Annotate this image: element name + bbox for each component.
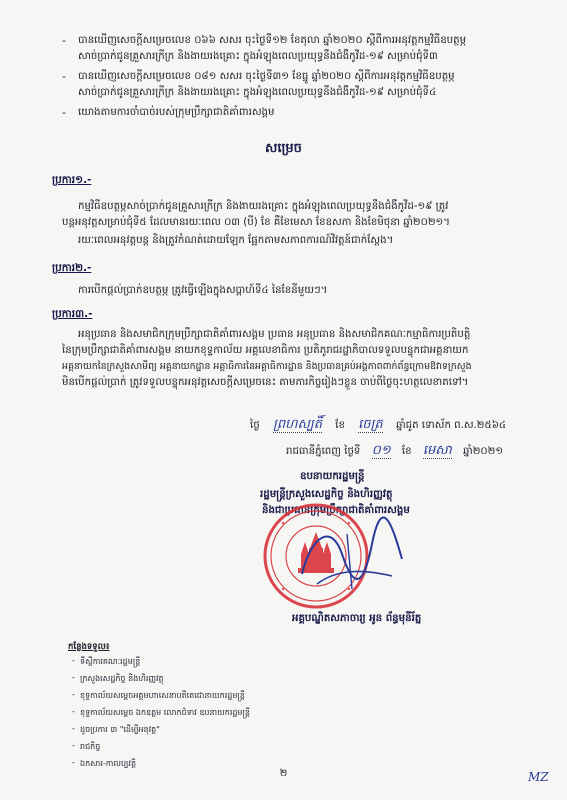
list-item: ខុទ្ទកាល័យសម្តេច ឯកឧត្តម លោកជំទាវ ឧបនាយករដ្ឋមន្ត្រី [80,708,250,717]
signer-name: អគ្គបណ្ឌិតសភាចារ្យ អូន ព័ន្ធមុនីរ័ត្ន [292,613,422,624]
date-month-label-2: ខែ [401,446,412,457]
bullet-dash: - [62,70,66,83]
list-item: ក្រសួងសេដ្ឋកិច្ច និងហិរញ្ញវត្ថុ [80,674,164,683]
preamble-item-1-cont: សាច់ប្រាក់ជូនគ្រួសារក្រីក្រ និងងាយរងគ្រោះ ក្នុងអំឡុងពេលប្រយុទ្ធនឹងជំងឺកូវីដ-១៩ សម្រាប់ជុំទី៣ [78,51,438,62]
list-item: ខុទ្ទកាល័យសម្តេចអគ្គមហាសេនាបតីតេជោនាយករដ្ឋមន្ត្រី [80,691,245,700]
preamble-item-1: បានឃើញសេចក្តីសម្រេចលេខ ០៦៦ សសរ ចុះថ្ងៃទី១២ ខែតុលា ឆ្នាំ២០២០ ស្តីពីការអនុវត្តកម្មវិធីឧបត្ថម្ភ [78,35,467,46]
list-item: រាជកិច្ច [80,742,101,751]
list-item: ឯកសារ-កាលប្បវត្តិ [80,759,137,768]
bullet-dash: - [62,34,66,47]
decision-heading: សម្រេច [265,141,302,156]
handwritten-signature [292,514,412,604]
article-3-line-2: នៃក្រុមប្រឹក្សាជាតិគាំពារសង្គម នាយកខុទ្ទកាល័យ អគ្គលេខាធិការ ប្រតិភូរាជរដ្ឋាភិបាលទទួលបន្ទុកជាអគ្គនាយក [62,345,469,356]
list-item: ទីស្តីការគណៈរដ្ឋមន្ត្រី [80,657,141,666]
article-1-line-1: កម្មវិធីឧបត្ថម្ភសាច់ប្រាក់ជូនគ្រួសារក្រីក្រ និងងាយរងគ្រោះ ក្នុងអំឡុងពេលប្រយុទ្ធនឹងជំងឺកូវីដ-១៩ ត្រូវ [78,201,449,212]
handwritten-day: ព្រហស្បតិ៍ [272,417,322,432]
recipients-heading: កន្លែងទទួល៖ [68,642,110,652]
preamble-item-3: យោងតាមការចាំបាច់របស់ក្រុមប្រឹក្សាជាតិគាំពារសង្គម [78,107,275,118]
lunar-year: ឆ្នាំជូត ទោស័ក ព.ស.២៥៦៤ [395,420,507,431]
article-3-line-4: មិនបើកផ្តល់ប្រាក់ ត្រូវទទួលបន្ទុកអនុវត្តសេចក្តីសម្រេចនេះ តាមភារកិច្ចរៀងៗខ្លួន ចាប់ពីថ្ងៃចុះហត្ថលេខាតទៅ។ [62,377,469,388]
article-1-line-2: បន្តអនុវត្តសម្រាប់ជុំទី៥ ដែលមានរយៈពេល ០៣ (បី) ខែ គឺខែមេសា ខែឧសភា និងខែមិថុនា ឆ្នាំ២០២១។ [62,217,450,228]
handwritten-month: ចេត្រ [358,417,383,432]
document-page: - បានឃើញសេចក្តីសម្រេចលេខ ០៦៦ សសរ ចុះថ្ងៃទី១២ ខែតុលា ឆ្នាំ២០២០ ស្តីពីការអនុវត្តកម្មវិធីឧបត្ថម្ភ សាច់ប្រាក់ជូនគ្រួសារក្រីក្រ និងងាយរងគ្រោះ ក្នុងអំឡុងពេលប្រយុទ្ធនឹងជំងឺកូវីដ-១៩ សម្រាប់ជុំទី៣ - បានឃើញសេចក្តីសម្រេចលេខ ០៨១ សសរ ចុះថ្ងៃទី៣១ ខែធ្នូ ឆ្នាំ២០២០ ស្តីពីការអនុវត្តកម្មវិធីឧបត្ថម្ភ សាច់ប្រាក់ជូនគ្រួសារក្រីក្រ និងងាយរងគ្រោះ ក្នុងអំឡុងពេលប្រយុទ្ធនឹងជំងឺកូវីដ-១៩ សម្រាប់ជុំទី៤ - យោងតាមការចាំបាច់របស់ក្រុមប្រឹក្សាជាតិគាំពារសង្គម សម្រេច ប្រការ១.- កម្មវិធីឧបត្ថម្ភសាច់ប្រាក់ជូនគ្រួសារក្រីក្រ និងងាយរងគ្រោះ ក្នុងអំឡុងពេលប្រយុទ្ធនឹងជំងឺកូវីដ-១៩ ត្រូវ បន្តអនុវត្តសម្រាប់ជុំទី៥ ដែលមានរយៈពេល ០៣ (បី) ខែ គឺខែមេសា ខែឧសភា និងខែមិថុនា ឆ្នាំ២០២១។ រយៈពេលអនុវត្តបន្ត និងត្រូវកំណត់ដោយឡែក ផ្អែកតាមសភាពការណ៍វិវត្តន៍ជាក់ស្តែង។ ប្រការ២.- ការបើកផ្តល់ប្រាក់ឧបត្ថម្ភ ត្រូវធ្វើឡើងក្នុងសប្តាហ៍ទី៤ នៃខែនីមួយៗ។ ប្រការ៣.- អនុប្រធាន និងសមាជិកក្រុមប្រឹក្សាជាតិគាំពារសង្គម ប្រធាន អនុប្រធាន និងសមាជិកគណៈកម្មាធិការប្រតិបត្តិ នៃក្រុមប្រឹក្សាជាតិគាំពារសង្គម នាយកខុទ្ទកាល័យ អគ្គលេខាធិការ ប្រតិភូរាជរដ្ឋាភិបាលទទួលបន្ទុកជាអគ្គនាយក អគ្គនាយកនៃក្រសួងសាមីព្យ អគ្គនាយកដ្ឋាន អគ្គាធិការនៃអគ្គាធិការដ្ឋាន និងប្រធានគ្រប់អង្គភាពពាក់ព័ន្ធក្រោមឱវាទក្រសួង មិនបើកផ្តល់ប្រាក់ ត្រូវទទួលបន្ទុកអនុវត្តសេចក្តីសម្រេចនេះ តាមភារកិច្ចរៀងៗខ្លួន ចាប់ពីថ្ងៃចុះហត្ថលេខាតទៅ។ ថ្ងៃ ព្រហស្បតិ៍ ខែ ចេត្រ ឆ្នាំជូត ទោស័ក ព.ស.២៥៦៤ រាជធានីភ្នំពេញ ថ្ងៃទី ០១ ខែ មេសា ឆ្នាំ២០២១ ឧបនាយករដ្ឋមន្ត្រី រដ្ឋមន្ត្រីក្រសួងសេដ្ឋកិច្ច និងហិរញ្ញវត្ថុ និងជាប្រធានក្រុមប្រឹក្សាជាតិគាំពារសង្គម អគ្គបណ្ឌិតសភាចារ្យ អូន ព័ន្ធមុនីរ័ត្ន កន្លែងទទួល៖ - ទីស្តីការគណៈរដ្ឋមន្ត្រី - ក្រសួងសេដ្ឋកិច្ច និងហិរញ្ញវត្ថុ - ខុទ្ទកាល័យសម្តេចអគ្គមហាសេនាបតីតេជោនាយករដ្ឋមន្ត្រី - ខុទ្ទកាល័យសម្តេច ឯកឧត្តម លោកជំទាវ ឧបនាយករដ្ឋមន្ត្រី - ដូចប្រការ ៣ "ដើម្បីអនុវត្ត" - រាជកិច្ច - ឯកសារ-កាលប្បវត្តិ ២ MZ [0,0,567,800]
date-day-label: ថ្ងៃ [250,420,260,431]
article-3-line-1: អនុប្រធាន និងសមាជិកក្រុមប្រឹក្សាជាតិគាំពារសង្គម ប្រធាន អនុប្រធាន និងសមាជិកគណៈកម្មាធិការប្រតិបត្តិ [78,329,471,340]
signer-title-2: រដ្ឋមន្ត្រីក្រសួងសេដ្ឋកិច្ច និងហិរញ្ញវត្ថុ [260,489,393,500]
page-number: ២ [279,768,288,779]
article-2-label: ប្រការ២.- [52,262,92,274]
gregorian-date-line [286,444,503,459]
bullet-dash: - [62,106,66,119]
signer-title-1: ឧបនាយករដ្ឋមន្ត្រី [300,471,365,482]
article-2-line-1: ការបើកផ្តល់ប្រាក់ឧបត្ថម្ភ ត្រូវធ្វើឡើងក្នុងសប្តាហ៍ទី៤ នៃខែនីមួយៗ។ [78,285,328,296]
margin-initials-mark: MZ [528,770,549,784]
article-3-label: ប្រការ៣.- [52,308,93,320]
lunar-date-line [250,418,506,433]
preamble-item-2-cont: សាច់ប្រាក់ជូនគ្រួសារក្រីក្រ និងងាយរងគ្រោះ ក្នុងអំឡុងពេលប្រយុទ្ធនឹងជំងឺកូវីដ-១៩ សម្រាប់ជុំទី៤ [78,87,437,98]
preamble-item-2: បានឃើញសេចក្តីសម្រេចលេខ ០៨១ សសរ ចុះថ្ងៃទី៣១ ខែធ្នូ ឆ្នាំ២០២០ ស្តីពីការអនុវត្តកម្មវិធីឧបត្ថម្ភ [78,71,455,82]
article-3-line-3: អគ្គនាយកនៃក្រសួងសាមីព្យ អគ្គនាយកដ្ឋាន អគ្គាធិការនៃអគ្គាធិការដ្ឋាន និងប្រធានគ្រប់អង្គភាពពាក់ព័ន្ធក្រោមឱវាទក្រសួង [62,361,472,372]
date-city-label: រាជធានីភ្នំពេញ ថ្ងៃទី [286,446,361,457]
article-1-line-3: រយៈពេលអនុវត្តបន្ត និងត្រូវកំណត់ដោយឡែក ផ្អែកតាមសភាពការណ៍វិវត្តន៍ជាក់ស្តែង។ [78,235,394,246]
list-item: ដូចប្រការ ៣ "ដើម្បីអនុវត្ត" [80,725,160,734]
handwritten-day-number: ០១ [371,443,391,458]
handwritten-month-2: មេសា [422,443,452,458]
date-month-label: ខែ [335,420,345,431]
gregorian-year: ឆ្នាំ២០២១ [463,446,504,457]
signer-title-3: និងជាប្រធានក្រុមប្រឹក្សាជាតិគាំពារសង្គម [262,505,410,516]
article-1-label: ប្រការ១.- [52,174,92,186]
